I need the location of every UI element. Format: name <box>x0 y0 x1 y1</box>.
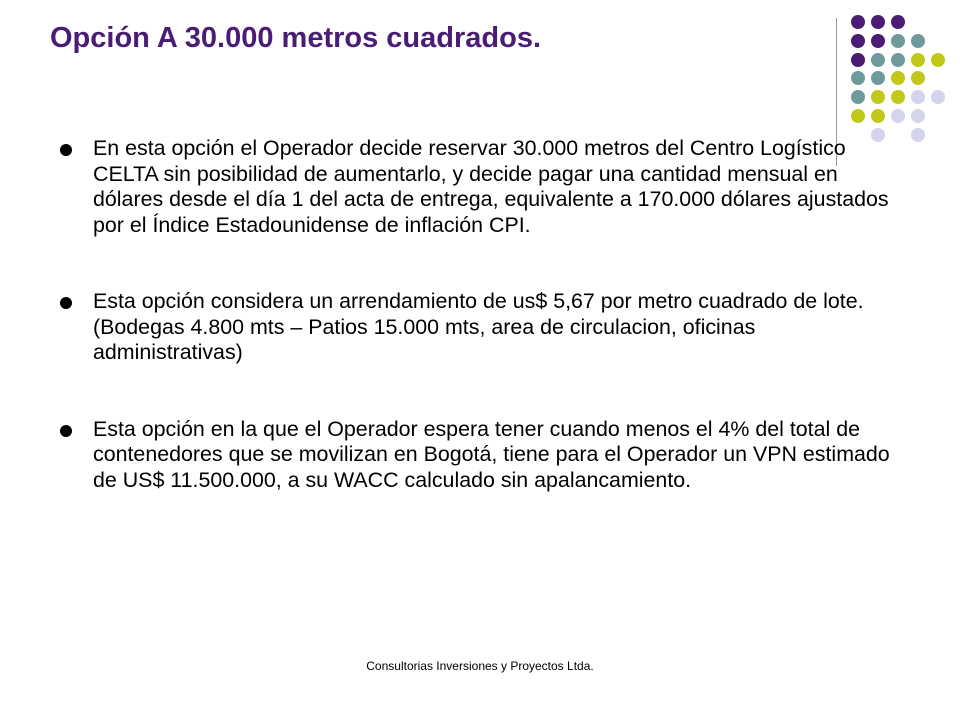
bullet-list <box>60 136 900 544</box>
bullet-item <box>60 289 900 366</box>
grid-dot <box>911 128 925 142</box>
grid-dot <box>891 90 905 104</box>
grid-dot <box>871 15 885 29</box>
grid-dot <box>871 71 885 85</box>
grid-dot <box>931 90 945 104</box>
grid-dot <box>851 71 865 85</box>
grid-dot <box>871 34 885 48</box>
grid-dot <box>891 53 905 67</box>
bullet-item <box>60 417 900 494</box>
grid-dot <box>911 34 925 48</box>
grid-dot <box>851 34 865 48</box>
slide-footer: Consultorias Inversiones y Proyectos Ltda. <box>366 659 594 673</box>
grid-dot <box>851 53 865 67</box>
grid-dot <box>871 90 885 104</box>
grid-dot <box>931 53 945 67</box>
grid-dot <box>891 71 905 85</box>
grid-dot <box>911 53 925 67</box>
grid-dot <box>871 109 885 123</box>
grid-dot <box>891 34 905 48</box>
grid-dot <box>911 71 925 85</box>
bullet-dot-icon <box>60 144 72 156</box>
bullet-text: Esta opción en la que el Operador espera tener cuando menos el 4% del total de contenedores que se movilizan en Bogotá, tiene para el Operador un VPN estimado de US$ 11.500.000, a su WACC calculado sin apalancamiento. <box>93 416 890 492</box>
grid-dot <box>851 90 865 104</box>
grid-dot <box>851 109 865 123</box>
grid-dot <box>911 90 925 104</box>
bullet-text: Esta opción considera un arrendamiento de us$ 5,67 por metro cuadrado de lote. (Bodegas 4.800 mts – Patios 15.000 mts, area de circulacion, oficinas administrativas) <box>93 289 864 364</box>
grid-dot <box>891 109 905 123</box>
slide-title: Opción A 30.000 metros cuadrados. <box>50 22 542 54</box>
bullet-item <box>60 136 900 238</box>
grid-dot <box>891 15 905 29</box>
grid-dot <box>871 53 885 67</box>
bullet-dot-icon <box>60 297 72 309</box>
grid-dot <box>851 15 865 29</box>
bullet-text: En esta opción el Operador decide reservar 30.000 metros del Centro Logístico CELTA sin posibilidad de aumentarlo, y decide pagar una cantidad mensual en dólares desde el día 1 del acta de entrega, equivalente a 170.000 dólares ajustados por el Índice Estadounidense de inflación CPI. <box>93 136 889 237</box>
grid-dot <box>911 109 925 123</box>
bullet-dot-icon <box>60 425 72 437</box>
